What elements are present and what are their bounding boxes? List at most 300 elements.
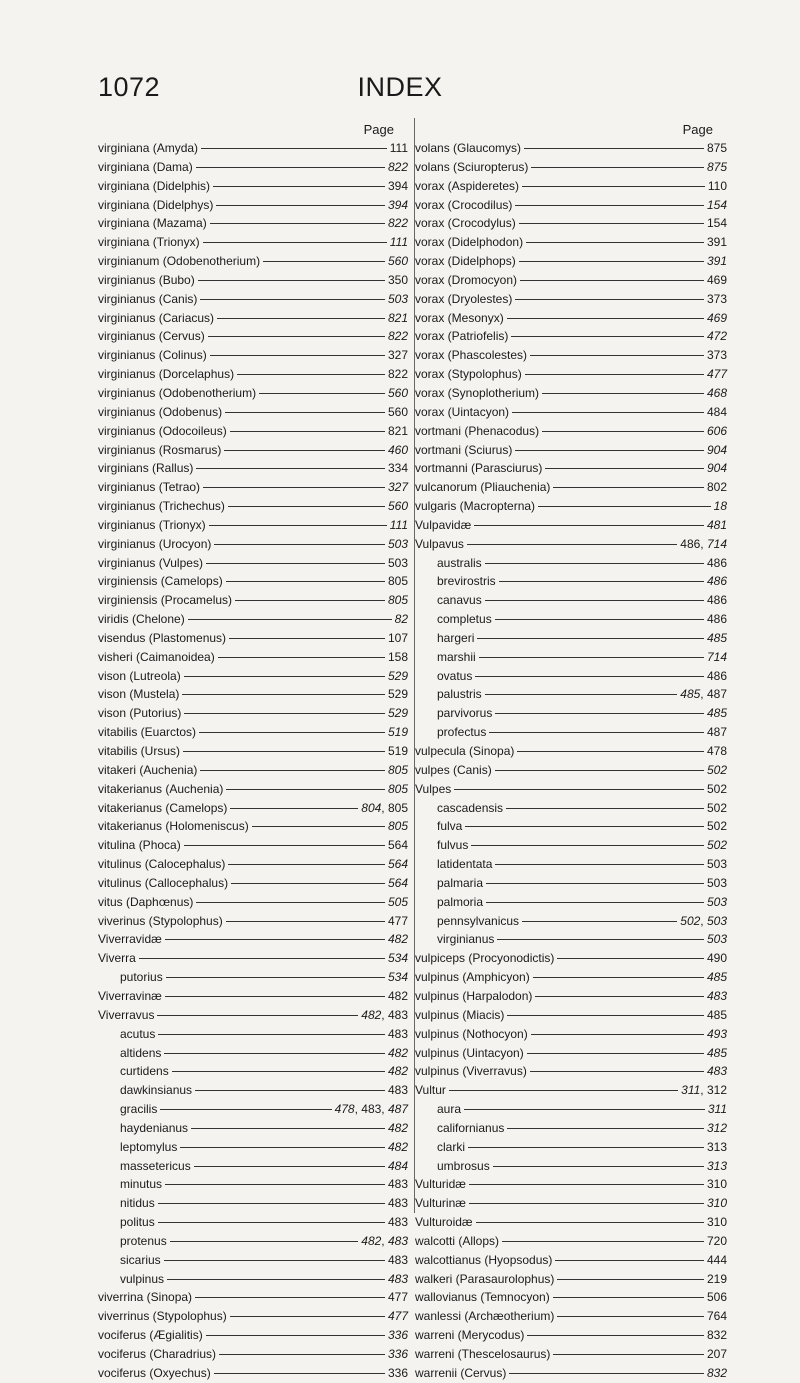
entry-pages [707, 629, 727, 648]
page-reference: 460 [387, 442, 408, 457]
entry-term: vorax (Didelphodon) [415, 235, 524, 250]
dot-leader [524, 148, 704, 149]
page-reference: 482 [361, 1007, 382, 1022]
entry-term: viridis (Chelone) [98, 612, 185, 627]
entry-pages [707, 648, 727, 667]
index-subentry [415, 930, 727, 949]
entry-pages [707, 780, 727, 799]
dot-leader [158, 1203, 385, 1204]
page-reference: 802 [706, 480, 727, 495]
index-entry [415, 1175, 727, 1194]
index-entry [415, 327, 727, 346]
dot-leader [495, 864, 704, 865]
entry-pages [707, 327, 727, 346]
dot-leader [167, 1279, 385, 1280]
page-reference: 468 [706, 385, 727, 400]
entry-term: politus [120, 1215, 155, 1230]
entry-pages [388, 855, 408, 874]
page-reference: 503 [387, 555, 408, 570]
entry-pages [388, 346, 408, 365]
entry-term: vitakerianus (Holomeniscus) [98, 819, 249, 834]
page-reference: 503 [387, 536, 408, 551]
entry-term: virginiana (Didelphis) [98, 178, 211, 193]
page-reference: 714 [706, 536, 727, 551]
entry-term: minutus [120, 1177, 163, 1192]
page-reference: 482 [387, 932, 408, 947]
entry-pages [707, 704, 727, 723]
page-reference: 336 [387, 1365, 408, 1380]
dot-leader [493, 1166, 704, 1167]
index-entry [98, 704, 408, 723]
dot-leader [228, 506, 385, 507]
index-entry [98, 403, 408, 422]
dot-leader [525, 374, 704, 375]
entry-term: virginianus (Cervus) [98, 329, 205, 344]
index-entry [415, 459, 727, 478]
dot-leader [515, 205, 704, 206]
entry-term: walkeri (Parasaurolophus) [415, 1271, 555, 1286]
entry-term: vulpecula (Sinopa) [415, 744, 515, 758]
page-reference: 485 [706, 970, 727, 985]
entry-term: virginiana (Didelphys) [98, 197, 214, 212]
page-reference: 469 [706, 310, 727, 325]
entry-term: vulpinus (Miacis) [415, 1007, 505, 1022]
page-reference: 336 [387, 1347, 408, 1361]
page-reference: 373 [706, 291, 727, 306]
entry-term: dawkinsianus [120, 1083, 193, 1098]
entry-pages [707, 1157, 727, 1176]
dot-leader [196, 902, 385, 903]
entry-pages [707, 1270, 727, 1289]
index-subentry [98, 1081, 408, 1100]
dot-leader [184, 845, 385, 846]
index-entry [98, 629, 408, 648]
page-reference: 805 [387, 574, 408, 589]
entry-term: visendus (Plastomenus) [98, 630, 227, 645]
entry-term: vorax (Dryolestes) [415, 291, 513, 306]
entry-term: vorax (Dromocyon) [415, 272, 518, 287]
entry-pages [388, 780, 408, 799]
entry-pages [707, 1025, 727, 1044]
entry-pages [388, 271, 408, 290]
dot-leader [507, 318, 704, 319]
index-entry [98, 214, 408, 233]
dot-leader [464, 1109, 705, 1110]
entry-pages [388, 817, 408, 836]
index-subentry [415, 799, 727, 818]
page-reference: 875 [706, 159, 727, 174]
page-reference: 486 [706, 668, 727, 683]
entry-pages [707, 893, 727, 912]
page-reference: 486 [706, 612, 727, 627]
entry-term: fulva [437, 819, 463, 834]
index-entry [98, 158, 408, 177]
entry-term: Vultur [415, 1083, 446, 1098]
page-reference: 394 [387, 178, 408, 193]
dot-leader [542, 431, 704, 432]
index-entry [98, 290, 408, 309]
index-entry [98, 1364, 408, 1383]
page-column-label: Page [682, 122, 713, 137]
index-entry [415, 403, 727, 422]
entry-pages [707, 723, 727, 742]
index-subentry [415, 893, 727, 912]
dot-leader [520, 280, 704, 281]
entry-term: virginianus (Dorcelaphus) [98, 367, 235, 382]
index-subentry [98, 1270, 408, 1289]
dot-leader [196, 167, 385, 168]
entry-term: Vulpavidæ [415, 517, 472, 532]
entry-term: wanlessi (Archæotherium) [415, 1309, 555, 1324]
index-entry [415, 1213, 727, 1232]
entry-term: virginianus (Odobenus) [98, 404, 223, 419]
dot-leader [527, 1335, 704, 1336]
index-entry [98, 855, 408, 874]
index-entry [98, 667, 408, 686]
entry-pages [388, 535, 408, 554]
dot-leader [226, 581, 385, 582]
entry-term: aura [437, 1102, 462, 1117]
dot-leader [507, 1015, 704, 1016]
page-reference: 519 [387, 744, 408, 758]
index-entry [98, 346, 408, 365]
dot-leader [557, 1316, 704, 1317]
entry-pages [707, 1326, 727, 1345]
entry-term: virginianus (Trionyx) [98, 517, 206, 532]
index-entry [415, 290, 727, 309]
entry-pages [707, 930, 727, 949]
entry-pages [707, 968, 727, 987]
dot-leader [166, 977, 385, 978]
entry-pages [388, 572, 408, 591]
page-reference: 483 [387, 1196, 408, 1211]
index-subentry [415, 667, 727, 686]
page-reference: 484 [387, 1158, 408, 1173]
entry-pages [388, 1194, 408, 1213]
dot-leader [519, 223, 704, 224]
dot-leader [526, 242, 704, 243]
entry-term: vulpinus (Amphicyon) [415, 970, 530, 985]
dot-leader [469, 1184, 704, 1185]
entry-term: vitabilis (Ursus) [98, 744, 181, 758]
index-entry [98, 1326, 408, 1345]
entry-term: vortmani (Sciurus) [415, 442, 513, 457]
page-reference: 832 [706, 1365, 727, 1380]
index-subentry [98, 1044, 408, 1063]
index-entry [415, 742, 727, 761]
index-subentry [98, 1194, 408, 1213]
dot-leader [538, 506, 711, 507]
index-entry [415, 177, 727, 196]
entry-term: altidens [120, 1045, 162, 1060]
entry-term: Vulturoidæ [415, 1215, 473, 1230]
index-subentry [415, 629, 727, 648]
page-reference: 822 [387, 329, 408, 344]
dot-leader [235, 600, 385, 601]
entry-term: acutus [120, 1026, 156, 1041]
index-entry [415, 1270, 727, 1289]
entry-term: virginianus (Rosmarus) [98, 442, 222, 457]
dot-leader [495, 713, 704, 714]
index-entry [415, 1251, 727, 1270]
entry-pages [707, 516, 727, 535]
entry-pages [388, 1307, 408, 1326]
entry-term: vitus (Daphœnus) [98, 894, 194, 909]
index-entry [98, 836, 408, 855]
index-entry [98, 648, 408, 667]
page-reference: 483 [387, 1083, 408, 1098]
entry-term: ovatus [437, 668, 473, 683]
dot-leader [206, 563, 385, 564]
entry-term: vitulinus (Calocephalus) [98, 857, 226, 872]
entry-term: palmoria [437, 894, 484, 909]
entry-term: virginianus (Tetrao) [98, 480, 201, 495]
page-reference: 485 [706, 706, 727, 721]
entry-pages [388, 912, 408, 931]
entry-term: clarki [437, 1139, 466, 1154]
page-reference: 875 [706, 141, 727, 155]
entry-pages [707, 1194, 727, 1213]
entry-term: vitakerianus (Auchenia) [98, 781, 224, 796]
dot-leader [485, 600, 704, 601]
page-reference: 714 [706, 649, 727, 664]
index-entry [415, 422, 727, 441]
index-entry [98, 384, 408, 403]
entry-term: vitulina (Phoca) [98, 838, 181, 853]
page-column-label: Page [363, 122, 394, 137]
entry-pages [388, 1364, 408, 1383]
entry-term: vorax (Crocodilus) [415, 197, 513, 212]
page-reference: 486 [706, 555, 727, 570]
dot-leader [231, 883, 385, 884]
dot-leader [180, 1147, 385, 1148]
entry-term: hargeri [437, 630, 475, 645]
index-subentry [415, 817, 727, 836]
entry-term: gracilis [120, 1102, 158, 1117]
page-reference: , 483 [381, 1007, 408, 1022]
page-reference: 529 [387, 668, 408, 683]
entry-pages [707, 422, 727, 441]
page-reference: 207 [706, 1347, 727, 1361]
index-subentry [415, 704, 727, 723]
page-reference: 111 [389, 235, 408, 250]
page-reference: 483 [387, 1233, 408, 1248]
index-entry [98, 478, 408, 497]
entry-term: virginianum (Odobenotherium) [98, 254, 261, 269]
entry-term: Viverra [98, 951, 136, 966]
page-reference: 502 [706, 838, 727, 853]
dot-leader [522, 921, 677, 922]
dot-leader [542, 393, 704, 394]
entry-term: virginianus (Odobenotherium) [98, 385, 257, 400]
index-entry [415, 497, 727, 516]
index-subentry [415, 648, 727, 667]
entry-term: vorax (Uintacyon) [415, 404, 510, 419]
index-subentry [415, 1100, 727, 1119]
entry-pages [707, 667, 727, 686]
index-entry [415, 252, 727, 271]
entry-pages [707, 290, 727, 309]
index-entry [98, 441, 408, 460]
entry-pages [714, 497, 727, 516]
page-reference: , 805 [381, 800, 408, 815]
dot-leader [184, 713, 385, 714]
index-subentry [415, 610, 727, 629]
running-head-title: INDEX [357, 72, 443, 102]
page-reference: 482 [387, 1139, 408, 1154]
dot-leader [454, 789, 704, 790]
entry-term: Vulturinæ [415, 1196, 466, 1211]
page-reference: 110 [707, 178, 727, 193]
page-reference: 904 [706, 461, 727, 476]
entry-pages [388, 478, 408, 497]
dot-leader [531, 167, 704, 168]
dot-leader [172, 1071, 385, 1072]
entry-term: canavus [437, 593, 482, 608]
entry-pages [707, 610, 727, 629]
index-entry [415, 271, 727, 290]
dot-leader [213, 186, 385, 187]
entry-term: viverinus (Stypolophus) [98, 913, 223, 928]
entry-pages [388, 761, 408, 780]
entry-pages [388, 196, 408, 215]
entry-term: warreni (Thescelosaurus) [415, 1347, 551, 1361]
entry-pages [707, 252, 727, 271]
entry-term: vorax (Aspideretes) [415, 178, 520, 193]
dot-leader [216, 205, 385, 206]
entry-term: vortmanni (Parasciurus) [415, 461, 543, 476]
index-entry [415, 1364, 727, 1383]
page-reference: 720 [706, 1233, 727, 1248]
entry-term: virginiana (Mazama) [98, 216, 207, 231]
entry-pages [388, 1062, 408, 1081]
index-entry [415, 346, 727, 365]
page-number: 1072 [98, 72, 161, 102]
page-reference: 486 [706, 593, 727, 608]
index-entry-list [415, 139, 727, 1383]
index-entry [98, 497, 408, 516]
entry-term: Vulturidæ [415, 1177, 466, 1192]
dot-leader [214, 544, 385, 545]
index-entry [415, 987, 727, 1006]
entry-pages [707, 949, 727, 968]
dot-leader [158, 1034, 385, 1035]
entry-term: virginiana (Trionyx) [98, 235, 200, 250]
index-subentry [415, 591, 727, 610]
entry-pages [388, 158, 408, 177]
page-reference: 487 [387, 1102, 408, 1117]
dot-leader [471, 845, 704, 846]
dot-leader [183, 751, 385, 752]
entry-pages [707, 572, 727, 591]
page-reference: 560 [387, 385, 408, 400]
page-reference: 560 [387, 499, 408, 514]
dot-leader [170, 1241, 359, 1242]
dot-leader [209, 525, 387, 526]
dot-leader [465, 826, 704, 827]
entry-term: volans (Sciuropterus) [415, 159, 529, 174]
entry-pages [707, 1006, 727, 1025]
entry-pages [388, 403, 408, 422]
page-reference: 158 [387, 649, 408, 664]
dot-leader [545, 468, 704, 469]
index-entry [98, 1307, 408, 1326]
dot-leader [489, 732, 704, 733]
page-reference: 493 [706, 1026, 727, 1041]
entry-term: virginianus (Cariacus) [98, 310, 215, 325]
entry-term: warreni (Merycodus) [415, 1328, 525, 1343]
index-entry [98, 572, 408, 591]
dot-leader [200, 770, 385, 771]
dot-leader [165, 1184, 385, 1185]
entry-pages [707, 1307, 727, 1326]
index-entry [415, 949, 727, 968]
page-reference: 485 [706, 1007, 727, 1022]
entry-term: vulpinus [120, 1271, 165, 1286]
entry-pages [388, 1044, 408, 1063]
index-subentry [415, 855, 727, 874]
entry-term: vulpinus (Harpalodon) [415, 988, 533, 1003]
page-reference: 478 [334, 1102, 355, 1117]
index-entry [415, 535, 727, 554]
entry-pages [707, 271, 727, 290]
entry-pages [388, 629, 408, 648]
entry-term: Vulpes [415, 781, 452, 796]
dot-leader [495, 619, 704, 620]
entry-term: visheri (Caimanoidea) [98, 649, 215, 664]
index-subentry [98, 1025, 408, 1044]
page-reference: 472 [706, 329, 727, 344]
dot-leader [557, 958, 704, 959]
dot-leader [203, 487, 385, 488]
entry-term: vulgaris (Macropterna) [415, 499, 536, 514]
page-reference: 111 [389, 141, 408, 155]
entry-term: vitakeri (Auchenia) [98, 762, 198, 777]
page-reference: 154 [706, 197, 727, 212]
index-entry [415, 365, 727, 384]
dot-leader [449, 1090, 678, 1091]
page-reference: 82 [394, 612, 408, 627]
dot-leader [165, 996, 385, 997]
entry-pages [707, 1345, 727, 1364]
entry-pages [388, 742, 408, 761]
entry-term: vison (Mustela) [98, 687, 180, 702]
page-reference: 805 [387, 819, 408, 834]
entry-term: curtidens [120, 1064, 169, 1079]
entry-term: Viverravinæ [98, 988, 162, 1003]
page-reference: 560 [387, 254, 408, 269]
dot-leader [530, 355, 704, 356]
entry-term: vorax (Crocodylus) [415, 216, 516, 231]
dot-leader [191, 1128, 385, 1129]
page-reference: 503 [387, 291, 408, 306]
entry-pages [390, 233, 408, 252]
entry-term: sicarius [120, 1252, 161, 1267]
page-reference: 477 [387, 1290, 408, 1305]
index-entry [98, 987, 408, 1006]
entry-pages [388, 1081, 408, 1100]
dot-leader [225, 412, 385, 413]
page-reference: 313 [706, 1139, 727, 1154]
entry-pages [707, 441, 727, 460]
index-entry [98, 949, 408, 968]
dot-leader [218, 657, 385, 658]
entry-pages [388, 1270, 408, 1289]
entry-pages [390, 516, 408, 535]
page-reference: , [381, 1233, 388, 1248]
entry-term: virginianus (Canis) [98, 291, 198, 306]
page-reference: 311 [707, 1102, 727, 1117]
